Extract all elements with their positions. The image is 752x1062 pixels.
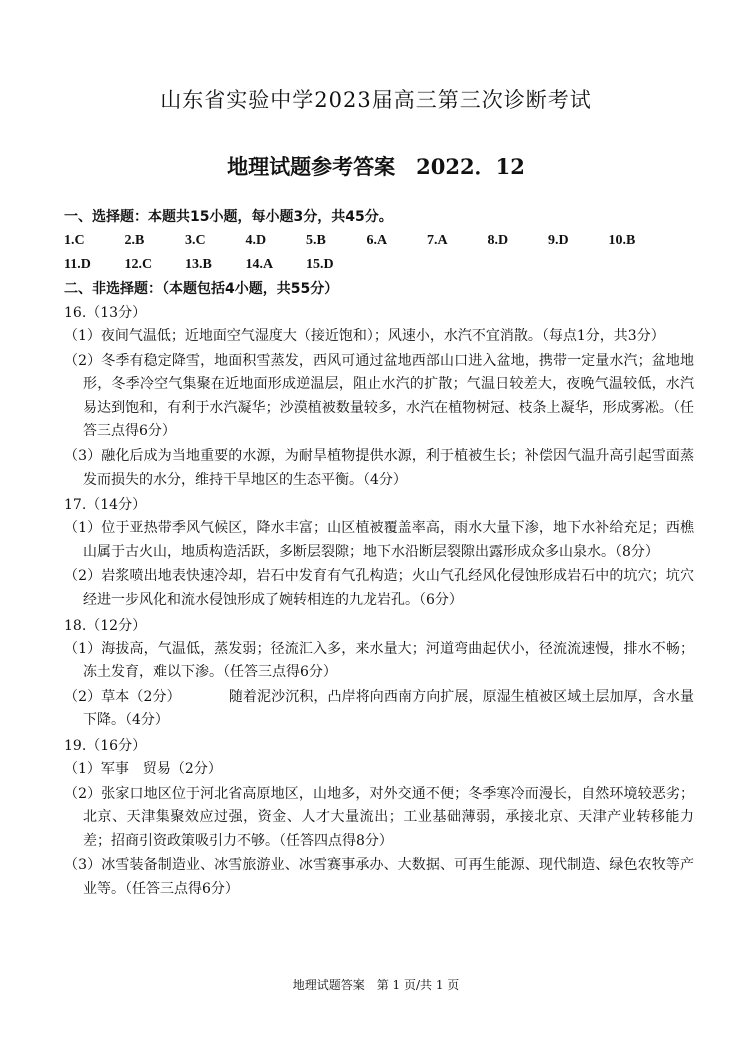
exam-title: 山东省实验中学2023届高三第三次诊断考试 bbox=[160, 88, 592, 112]
answer-row-1 bbox=[64, 229, 694, 253]
answer-11: 11.D bbox=[64, 257, 91, 272]
q18-answer-1: （1）海拔高，气温低，蒸发弱；径流汇入多，来水量大；河道弯曲起伏小，径流流速慢，排水不畅；冻土发育，难以下渗。（任答三点得6分） bbox=[64, 640, 694, 681]
page-footer: 地理试题答案 第 1 页/共 1 页 bbox=[292, 978, 460, 992]
q17-answer-1: （1）位于亚热带季风气候区，降水丰富；山区植被覆盖率高，雨水大量下渗，地下水补给充足；西樵山属于古火山，地质构造活跃，多断层裂隙；地下水沿断层裂隙出露形成众多山泉水。（8分） bbox=[64, 520, 694, 560]
document-subtitle: 地理试题参考答案 2022．12 bbox=[227, 154, 525, 179]
q17-answer-2: （2）岩浆喷出地表快速冷却，岩石中发育有气孔构造；火山气孔经风化侵蚀形成岩石中的坑穴；坑穴经进一步风化和流水侵蚀形成了婉转相连的九龙岩孔。（6分） bbox=[64, 568, 694, 608]
question-19-label: 19.（16分） bbox=[64, 737, 147, 754]
question-16-label: 16.（13分） bbox=[64, 305, 147, 321]
q19-answer-3: （3）冰雪装备制造业、冰雪旅游业、冰雪赛事承办、大数据、可再生能源、现代制造、绿色农牧等产业等。（任答三点得6分） bbox=[64, 857, 694, 897]
answer-4: 4.D bbox=[245, 233, 267, 248]
q19-answer-2: （2）张家口地区位于河北省高原地区，山地多，对外交通不便；冬季寒冷而漫长，自然环境较恶劣；北京、天津集聚效应过强，资金、人才大量流出；工业基础薄弱，承接北京、天津产业转移能力差；招商引资政策吸引力不够。（任答四点得8分） bbox=[64, 785, 694, 849]
q19-answer-1-part1: （1）军事 bbox=[64, 760, 129, 777]
answer-15: 15.D bbox=[306, 257, 334, 272]
q16-answer-1: （1）夜间气温低；近地面空气湿度大（接近饱和）；风速小，水汽不宜消散。（每点1分，共3分） bbox=[64, 328, 665, 344]
answer-14: 14.A bbox=[245, 257, 274, 272]
answer-12: 12.C bbox=[124, 257, 153, 272]
answer-3: 3.C bbox=[185, 233, 206, 248]
q19-answer-1 bbox=[64, 758, 694, 782]
answer-content bbox=[64, 205, 694, 902]
section1-heading: 一、选择题：本题共15小题，每小题3分，共45分。 bbox=[64, 209, 393, 225]
answer-8: 8.D bbox=[487, 233, 509, 248]
q18-answer-2-part1: （2）草本（2分） bbox=[64, 688, 181, 705]
answer-9: 9.D bbox=[548, 233, 569, 248]
question-17-label: 17.（14分） bbox=[64, 497, 147, 514]
q16-answer-2: （2）冬季有稳定降雪，地面积雪蒸发，西风可通过盆地西部山口进入盆地，携带一定量水汽；盆地地形，冬季冷空气集聚在近地面形成逆温层，阻止水汽的扩散；气温日较差大，夜晚气温较低，水汽易达到饱和，有利于水汽凝华；沙漠植被数量较多，水汽在植物树冠、枝条上凝华，形成雾凇。（任答三点得6分） bbox=[64, 352, 694, 440]
answer-6: 6.A bbox=[366, 233, 388, 248]
answer-2: 2.B bbox=[124, 233, 145, 248]
answer-13: 13.B bbox=[185, 257, 212, 272]
answer-7: 7.A bbox=[427, 233, 448, 248]
q19-answer-1-part2: 贸易（2分） bbox=[142, 760, 222, 777]
q16-answer-3: （3）融化后成为当地重要的水源，为耐旱植物提供水源，利于植被生长；补偿因气温升高引起雪面蒸发而损失的水分，维持干旱地区的生态平衡。（4分） bbox=[64, 447, 694, 488]
section2-heading: 二、非选择题：（本题包括4小题，共55分） bbox=[64, 281, 339, 297]
answer-1: 1.C bbox=[64, 233, 85, 248]
question-18-label: 18.（12分） bbox=[64, 617, 147, 634]
q18-answer-2-part2: 随着泥沙沉积，凸岸将向西南方向扩展，原湿生植被区域土层加厚，含水量下降。（4分） bbox=[83, 688, 694, 729]
answer-10: 10.B bbox=[608, 233, 636, 248]
answer-row-2 bbox=[64, 253, 694, 277]
q18-answer-2 bbox=[64, 686, 694, 733]
answer-5: 5.B bbox=[306, 233, 326, 248]
